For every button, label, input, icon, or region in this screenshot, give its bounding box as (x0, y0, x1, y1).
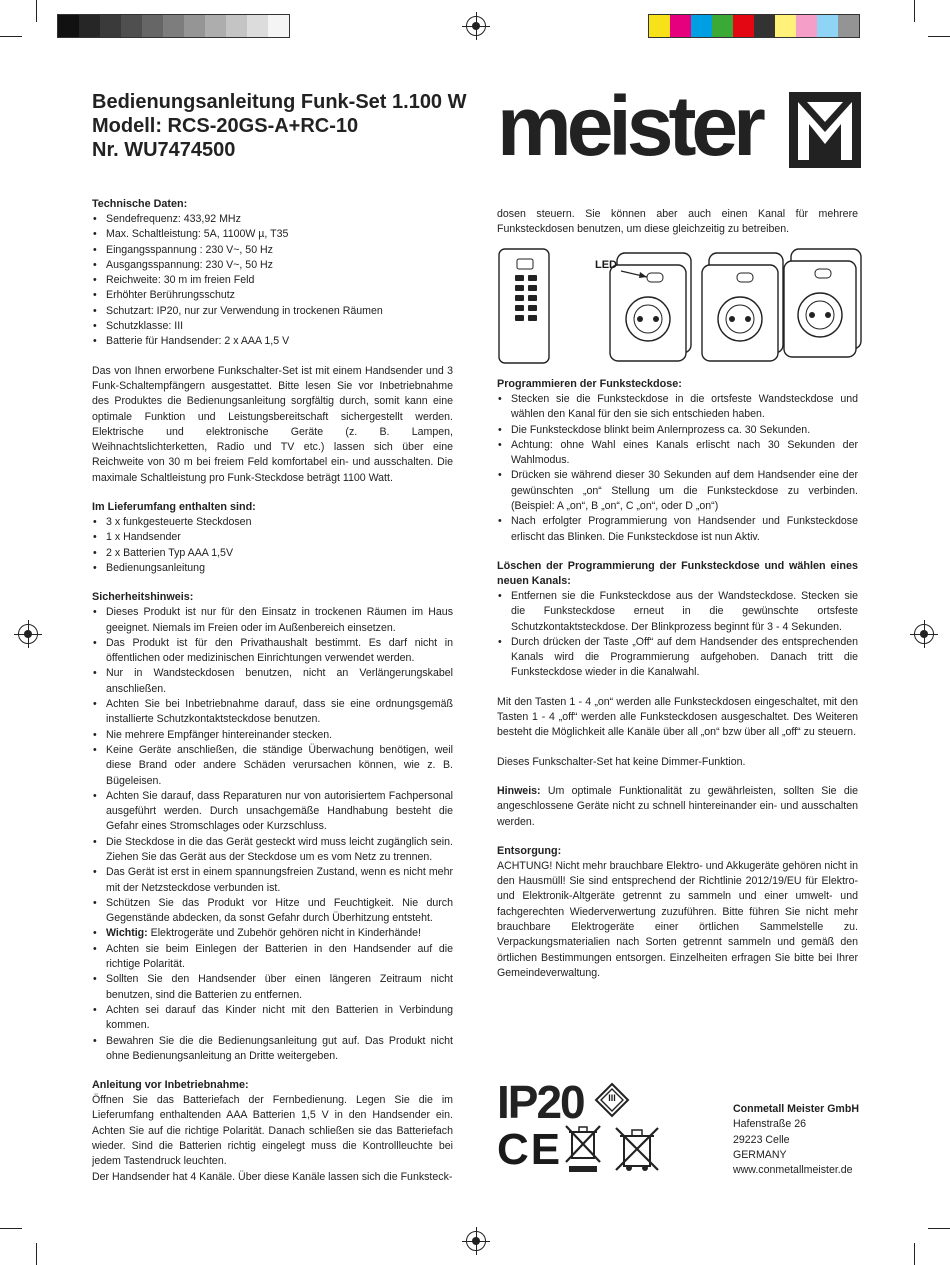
list-item: • Die Steckdose in die das Gerät gesteckt wird muss leicht zugänglich sein. Ziehen Sie das Gerät aus der Steckdose um es vom Netz zu trennen. (92, 835, 453, 866)
channels-paragraph: Mit den Tasten 1 - 4 „on“ werden alle Funksteckdosen eingeschaltet, mit den Tasten 1 - 4 „off“ werden alle Funksteckdosen ausgeschaltet. Des Weiteren besteht die Möglichkeit alle Kanäle über all „on“ bzw über all „off“ zu steuern. (497, 695, 858, 739)
battery-disposal-bin-icon (612, 1124, 662, 1174)
scope-heading: Im Lieferumfang enthalten sind: (92, 501, 256, 514)
color-swatch (733, 15, 754, 37)
title-line-2: Modell: RCS-20GS-A+RC-10 (92, 115, 359, 137)
product-illustration (497, 245, 862, 365)
intro-paragraph: Das von Ihnen erworbene Funkschalter-Set ist mit einem Handsender und 3 Funk-Schaltempfängern ausgestattet. Bitte lesen Sie vor Inbetriebnahme des Produktes die Bedienungsanleitung sorgfältig durch, somit kann eine optimale Funktion und Leistungsbereitschaft sichergestellt werden. Elektrische und elektronische Geräte (z. B. Lampen, Weihnachtslichterketten, Radio und TV etc.) lassen sich über eine Reichweite von 30 m bei freiem Feld komfortabel ein- und ausschalten. Die maximale Schaltleistung pro Funk-Steckdose beträgt 1100 Watt. (92, 364, 453, 484)
meister-logo: meister (497, 92, 862, 170)
led-label: LED (595, 259, 617, 271)
scope-list (92, 515, 453, 576)
remote-and-sockets-illustration (497, 245, 862, 365)
list-item: • Dieses Produkt ist nur für den Einsatz in trockenen Räumen im Haus geeignet. Niemals im Freien oder im Außenbereich einsetzen. (92, 605, 453, 636)
grey-swatch (205, 15, 226, 37)
crop-mark (928, 36, 950, 37)
company-name: Conmetall Meister GmbH (733, 1103, 859, 1115)
hint-text: Um optimale Funktionalität zu gewährleisten, sollten Sie die angeschlossene Geräte nicht zu schnell hintereinander ein- und ausschalten werden. (497, 784, 858, 828)
title-line-1: Bedienungsanleitung Funk-Set 1.100 W (92, 91, 467, 113)
list-item: • Nach erfolgter Programmierung von Handsender und Funksteckdose erlischt das Blinken. Die Funksteckdose ist nun Aktiv. (497, 514, 858, 545)
registration-mark-icon (914, 624, 934, 644)
company-website[interactable]: www.conmetallmeister.de (733, 1164, 853, 1177)
list-item-warning (92, 926, 453, 941)
crop-mark (0, 1228, 22, 1229)
list-item: • Erhöhter Berührungsschutz (92, 288, 453, 303)
right-column-intro (497, 207, 858, 238)
programming-list (497, 392, 858, 545)
list-item: • Stecken sie die Funksteckdose in die ortsfeste Wandsteckdose und wählen den Kanal für den sie sich entschieden haben. (497, 392, 858, 423)
list-item: • Bedienungsanleitung (92, 561, 453, 576)
meister-m-emblem-icon (789, 92, 861, 168)
title-line-3: Nr. WU7474500 (92, 139, 236, 161)
list-item: • Schützen Sie das Produkt vor Hitze und Feuchtigkeit. Nie durch Gegenstände abdecken, da sonst Gefahr durch Überhitzung entsteht. (92, 896, 453, 927)
list-item: • Entfernen sie die Funksteckdose aus der Wandsteckdose. Stecken sie die Funksteckdose erneut in die gewünschte ortsfeste Schutzkontaktsteckdose. Der Blinkprozess beginnt für 3 - 4 Sekunden. (497, 589, 858, 635)
dimmer-paragraph: Dieses Funkschalter-Set hat keine Dimmer-Funktion. (497, 755, 746, 768)
grey-swatch (100, 15, 121, 37)
registration-mark-icon (466, 16, 486, 36)
color-swatch (712, 15, 733, 37)
tech-list (92, 212, 453, 350)
list-item: • 3 x funkgesteuerte Steckdosen (92, 515, 453, 530)
wireless-socket-icon (610, 253, 691, 361)
company-street: Hafenstraße 26 (733, 1118, 807, 1131)
warning-label: Wichtig: (106, 927, 148, 940)
safety-list (92, 605, 453, 1064)
ip20-mark: IP20 (497, 1076, 584, 1128)
list-item: • Batterie für Handsender: 2 x AAA 1,5 V (92, 334, 453, 349)
list-item: • Ausgangsspannung: 230 V~, 50 Hz (92, 258, 453, 273)
list-item: • Reichweite: 30 m im freien Feld (92, 273, 453, 288)
list-item: • Achten sei darauf das Kinder nicht mit den Batterien in Verbindung kommen. (92, 1003, 453, 1034)
grey-swatch (58, 15, 79, 37)
remote-control-icon (499, 249, 549, 363)
right-column (497, 377, 858, 981)
wireless-socket-icon (784, 249, 861, 357)
protection-class-iii-icon: III (594, 1082, 630, 1118)
crop-mark (0, 36, 22, 37)
warning-text: Elektrogeräte und Zubehör gehören nicht in Kinderhände! (147, 927, 421, 940)
crop-mark (914, 1243, 915, 1265)
list-item: • Max. Schaltleistung: 5A, 1100W µ, T35 (92, 227, 453, 242)
list-item: • Bewahren Sie die die Bedienungsanleitung gut auf. Das Produkt nicht ohne Bedienungsanleitung an Dritte weitergeben. (92, 1034, 453, 1065)
list-item: • Die Funksteckdose blinkt beim Anlernprozess ca. 30 Sekunden. (497, 423, 858, 438)
color-scale-bar (648, 14, 860, 38)
list-item: • Das Produkt ist für den Privathaushalt bestimmt. Es darf nicht in öffentlichen oder medizinischen Einrichtungen verwendet werden. (92, 636, 453, 667)
grey-swatch (247, 15, 268, 37)
crop-mark (36, 1243, 37, 1265)
color-swatch (670, 15, 691, 37)
hint-paragraph (497, 784, 858, 830)
list-item: • 2 x Batterien Typ AAA 1,5V (92, 546, 453, 561)
list-item: • Sollten Sie den Handsender über einen längeren Zeitraum nicht benutzen, sind die Batterien zu entfernen. (92, 972, 453, 1003)
company-address (733, 1102, 859, 1178)
list-item: • Eingangsspannung : 230 V~, 50 Hz (92, 243, 453, 258)
list-item: • Das Gerät ist erst in einem spannungsfreien Zustand, wenn es nicht mehr mit der Netzsteckdose verbunden ist. (92, 865, 453, 896)
list-item: • Achtung: ohne Wahl eines Kanals erlischt nach 30 Sekunden der Wahlmodus. (497, 438, 858, 469)
color-swatch (691, 15, 712, 37)
crop-mark (928, 1228, 950, 1229)
grey-swatch (142, 15, 163, 37)
list-item: • Nie mehrere Empfänger hintereinander stecken. (92, 728, 453, 743)
left-column (92, 197, 453, 1185)
grey-swatch (79, 15, 100, 37)
safety-heading: Sicherheitshinweis: (92, 591, 194, 604)
programming-heading: Programmieren der Funksteckdose: (497, 378, 682, 390)
crop-mark (914, 0, 915, 22)
list-item: • Achten Sie darauf, dass Reparaturen nur von autorisiertem Fachpersonal ausgeführt werden. Durch unsachgemäße Handhabung besteht die Gefahr eines Stromschlages oder Kurzschluss. (92, 789, 453, 835)
grey-scale-bar (57, 14, 290, 38)
list-item: • Durch drücken der Taste „Off“ auf dem Handsender des entsprechenden Kanals wird die Programmierung aufgehoben. Danach tritt die Funksteckdose wieder in die Kanalwahl. (497, 635, 858, 681)
color-swatch (775, 15, 796, 37)
company-city: 29223 Celle (733, 1133, 790, 1146)
grey-swatch (184, 15, 205, 37)
wireless-socket-icon (702, 253, 783, 361)
color-swatch (817, 15, 838, 37)
hint-label: Hinweis: (497, 784, 541, 797)
list-item: • Nur in Wandsteckdosen benutzen, nicht an Verlängerungskabel anschließen. (92, 666, 453, 697)
channel-paragraph: dosen steuern. Sie können aber auch einen Kanal für mehrere Funksteckdosen benutzen, um diese gleichzeitig zu betreiben. (497, 208, 858, 236)
tech-heading: Technische Daten: (92, 198, 188, 210)
list-item: • Achten Sie bei Inbetriebnahme darauf, dass sie eine ordnungsgemäß installierte Schutzkontaktsteckdose benutzen. (92, 697, 453, 728)
startup-heading: Anleitung vor Inbetriebnahme: (92, 1079, 249, 1092)
list-item: • Schutzklasse: III (92, 319, 453, 334)
delete-heading: Löschen der Programmierung der Funksteckdose und wählen eines neuen Kanals: (497, 559, 858, 587)
crop-mark (36, 0, 37, 22)
registration-mark-icon (18, 624, 38, 644)
color-swatch (796, 15, 817, 37)
list-item: • Achten sie beim Einlegen der Batterien in den Handsender auf die richtige Polarität. (92, 942, 453, 973)
list-item: • Sendefrequenz: 433,92 MHz (92, 212, 453, 227)
grey-swatch (121, 15, 142, 37)
list-item: • Drücken sie während dieser 30 Sekunden auf dem Handsender eine der gewünschten „on“ Stellung um die Funksteckdose zu verbinden. (Beispiel: A „on“, B „on“, C „on“, oder D „on“) (497, 468, 858, 514)
grey-swatch (163, 15, 184, 37)
document-title (92, 90, 467, 162)
list-item: • Keine Geräte anschließen, die ständige Überwachung benötigen, weil diese Brand oder andere Schäden verursachen können, wie z. B. Bügeleisen. (92, 743, 453, 789)
startup-paragraph: Öffnen Sie das Batteriefach der Fernbedienung. Legen Sie die im Lieferumfang enthaltenden AAA Batterien 1,5 V in den Handsender ein. Achten Sie auf die richtige Polarität. Danach schließen sie das Batteriefach wieder. Sind die Batterien richtig eingelegt muss die Kontrollleuchte bei jedem Tastendruck leuchten. (92, 1094, 453, 1168)
color-swatch (649, 15, 670, 37)
grey-swatch (226, 15, 247, 37)
color-swatch (754, 15, 775, 37)
registration-mark-icon (466, 1231, 486, 1251)
startup-paragraph-2: Der Handsender hat 4 Kanäle. Über diese Kanäle lassen sich die Funksteck- (92, 1170, 453, 1183)
weee-bin-icon (563, 1124, 603, 1174)
disposal-heading: Entsorgung: (497, 844, 562, 857)
delete-list (497, 589, 858, 681)
ce-mark: CE (497, 1125, 563, 1174)
list-item: • 1 x Handsender (92, 530, 453, 545)
company-country: GERMANY (733, 1148, 787, 1161)
disposal-paragraph: ACHTUNG! Nicht mehr brauchbare Elektro- und Akkugeräte gehören nicht in den Hausmüll! Sie sind entsprechend der Richtlinie 2012/19/EU für Elektro- und Elektronik-Altgeräte getrennt zu sammeln und einer umwelt- und fachgerechten Wiederverwertung zuzuführen. Bitte führen Sie nicht mehr brauchbare Elektrogeräte einer örtlichen Sammelstelle zu. Verpackungsmaterialien nach Sorten getrennt sammeln und gemäß den örtlichen Bestimmungen entsorgen. Einzelheiten erfragen Sie bitte bei Ihrer Gemeindeverwaltung. (497, 859, 858, 979)
grey-swatch (268, 15, 289, 37)
list-item: • Schutzart: IP20, nur zur Verwendung in trockenen Räumen (92, 304, 453, 319)
color-swatch (838, 15, 859, 37)
